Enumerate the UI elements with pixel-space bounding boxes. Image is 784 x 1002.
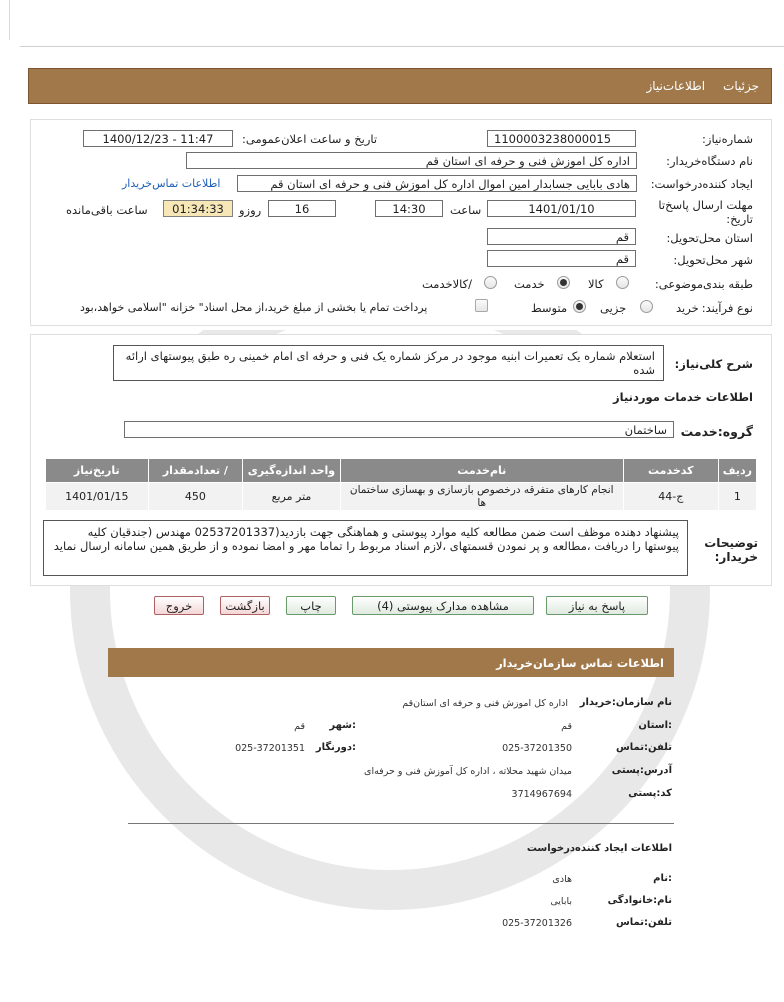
category-label: طبقه بندی‌موضوعی:: [654, 277, 753, 291]
creator-info-title: اطلاعات ایجاد کننده‌درخواست: [526, 843, 672, 854]
contact-divider: [128, 823, 674, 824]
print-button[interactable]: چاپ: [286, 596, 336, 615]
table-row: [46, 483, 757, 511]
remaining-timer: 01:34:33: [163, 200, 233, 217]
cell-service-name: انجام کارهای متفرقه درخصوص بازسازی و بهسازی ساختمان ها: [340, 483, 623, 511]
creator-name-label: :نام: [653, 873, 672, 884]
service-group-field: ساختمان: [124, 421, 674, 438]
category-service-radio[interactable]: [557, 276, 570, 289]
announce-field: 1400/12/23 - 11:47: [83, 130, 233, 147]
contact-header: اطلاعات تماس سازمان‌خریدار: [108, 648, 674, 677]
postal-code-label: کد:پستی: [628, 788, 672, 799]
delivery-province-field: قم: [487, 228, 636, 245]
exit-button[interactable]: خروج: [154, 596, 204, 615]
cell-unit: متر مربع: [243, 483, 341, 511]
creator-label: ایجاد کننده‌درخواست:: [650, 177, 753, 191]
service-group-label: گروه‌:خدمت: [680, 424, 753, 439]
col-service-code: کدخدمت: [623, 459, 718, 483]
process-medium-radio[interactable]: [573, 300, 586, 313]
address-value: میدان شهید محلاته ، اداره کل آموزش فنی و حرفه‌ای: [364, 766, 572, 777]
process-buy-label: خرید: [676, 301, 699, 315]
creator-phone-value: 025-37201326: [502, 918, 572, 929]
tab-bar: [28, 68, 772, 104]
delivery-city-field: قم: [487, 250, 636, 267]
treasury-checkbox[interactable]: [475, 299, 488, 312]
services-title: اطلاعات خدمات موردنیاز: [613, 390, 753, 404]
col-quantity: / تعدادمقدار: [148, 459, 243, 483]
col-unit: واحد اندازه‌گیری: [243, 459, 341, 483]
phone-value: 025-37201350: [502, 743, 572, 754]
buyer-notes-label: توضیحات خریدار:: [704, 536, 758, 564]
process-minor-radio[interactable]: [640, 300, 653, 313]
category-goods-label: کالا: [588, 277, 604, 291]
category-goods-service-radio[interactable]: [484, 276, 497, 289]
need-number-label: شماره‌نیاز:: [702, 132, 753, 146]
remaining-label: ساعت باقی‌مانده: [66, 203, 148, 217]
buyer-field: اداره کل اموزش فنی و حرفه ای استان قم: [186, 152, 637, 169]
cell-service-code: ج-44: [623, 483, 718, 511]
buyer-contact-link[interactable]: اطلاعات تماس‌خریدار: [122, 177, 221, 190]
services-table: [45, 458, 757, 511]
tab-details[interactable]: جزئیات: [723, 79, 759, 93]
need-number-field: 1100003238000015: [487, 130, 636, 147]
fax-value: 025-37201351: [235, 743, 305, 754]
creator-field: هادی بابایی جسابدار امین اموال اداره کل اموزش فنی و حرفه ای استان قم: [237, 175, 637, 192]
deadline-time-label: ساعت: [450, 203, 482, 217]
announce-label: تاریخ و ساعت اعلان‌عمومی:: [242, 132, 378, 146]
fax-label: :دورنگار: [315, 742, 356, 753]
postal-code-value: 3714967694: [511, 789, 572, 800]
buyer-label: نام دستگاه‌خریدار:: [666, 154, 753, 168]
table-header-row: [46, 459, 757, 483]
category-goods-service-label: /کالاخدمت: [422, 277, 473, 291]
delivery-city-label: شهر محل‌تحویل:: [673, 253, 753, 267]
top-divider: [20, 46, 784, 47]
org-name-label: نام سازمان:خریدار: [579, 697, 672, 708]
reply-button[interactable]: پاسخ به نیاز: [546, 596, 648, 615]
category-goods-radio[interactable]: [616, 276, 629, 289]
summary-label: شرح کلی‌نیاز:: [674, 357, 753, 371]
deadline-date-field: 1401/01/10: [487, 200, 636, 217]
treasury-text: پرداخت تمام یا بخشی از مبلغ خرید،از محل اسناد" خزانه "اسلامی خواهد،بود: [80, 301, 428, 314]
deadline-label: مهلت ارسال پاسخ‌تا تاریخ:: [658, 198, 753, 226]
creator-family-label: نام:خانوادگی: [607, 895, 672, 906]
deadline-time-field: 14:30: [375, 200, 443, 217]
phone-label: تلفن:تماس: [615, 742, 672, 753]
creator-family-value: بابایی: [550, 896, 572, 907]
address-label: آدرس:پستی: [611, 765, 672, 776]
tab-need-info[interactable]: اطلاعات‌نیاز: [646, 79, 706, 93]
days-field: 16: [268, 200, 336, 217]
delivery-province-label: استان محل‌تحویل:: [666, 231, 753, 245]
summary-text: استعلام شماره یک تعمیرات ابنیه موجود در مرکز شماره یک فنی و حرفه ای امام خمینی ره طبق پیوستهای ارائه شده: [113, 345, 664, 381]
city-value: قم: [294, 721, 305, 732]
creator-phone-label: تلفن:تماس: [615, 917, 672, 928]
col-row-number: ردیف: [718, 459, 756, 483]
back-button[interactable]: بازگشت: [220, 596, 270, 615]
cell-row-number: 1: [718, 483, 756, 511]
creator-name-value: هادی: [552, 874, 572, 885]
category-service-label: خدمت: [514, 277, 545, 291]
process-minor-label: جزیی: [600, 301, 627, 315]
province-value: قم: [561, 721, 572, 732]
province-label: :استان: [638, 720, 672, 731]
col-service-name: نام‌خدمت: [340, 459, 623, 483]
view-documents-button[interactable]: مشاهده مدارک پیوستی (4): [352, 596, 534, 615]
cell-need-date: 1401/01/15: [46, 483, 149, 511]
buyer-notes-text: پیشنهاد دهنده موظف است ضمن مطالعه کلیه موارد پیوستی و هماهنگی جهت بازدید(02537201337 مهندس (جندقیان کلیه پیوستها را دریافت ،مطالعه و پر نمودن قسمتهای ،لازم اسناد مربوط را تماما مهر و امضا نموده و از طریق همین سامانه ارسال نماید: [43, 520, 688, 576]
process-label: نوع فرآیند:: [701, 301, 753, 315]
days-label: روز‌و: [239, 203, 262, 217]
col-need-date: تاریخ‌نیاز: [46, 459, 149, 483]
org-name-value: اداره کل اموزش فنی و حرفه ای استان‌قم: [402, 698, 568, 709]
left-border: [9, 0, 10, 40]
city-label: :شهر: [329, 720, 356, 731]
process-medium-label: متوسط: [531, 301, 568, 315]
cell-quantity: 450: [148, 483, 243, 511]
